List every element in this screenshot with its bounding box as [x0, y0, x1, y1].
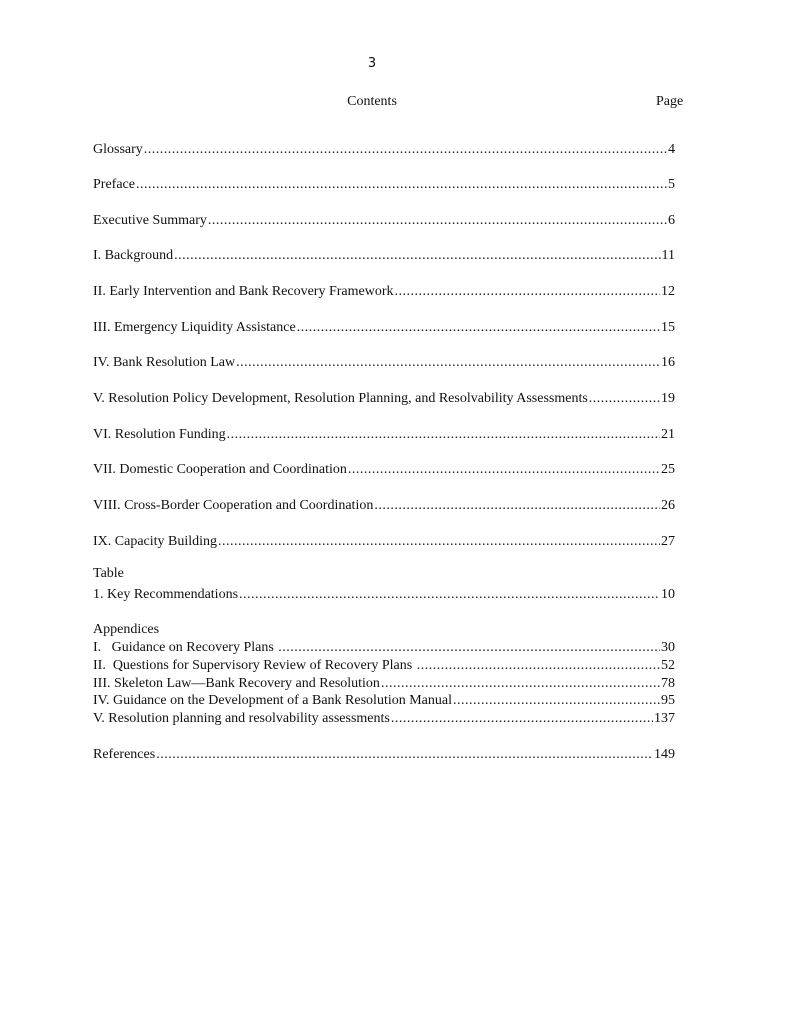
toc-entry-label: IX. Capacity Building	[93, 534, 218, 549]
page-column-heading: Page	[656, 94, 684, 109]
dot-leader	[144, 141, 667, 158]
toc-entry-label: VI. Resolution Funding	[93, 427, 226, 442]
toc-entry-resolution-policy[interactable]	[93, 390, 675, 407]
dot-leader	[589, 390, 660, 407]
dot-leader	[395, 283, 660, 300]
dot-leader	[227, 426, 660, 443]
dot-leader	[218, 533, 660, 550]
toc-entry-page: 78	[661, 676, 675, 691]
toc-entry-label: Preface	[93, 177, 135, 192]
toc-entry-cross-border-cooperation[interactable]	[93, 497, 675, 514]
toc-entry-label: IV. Guidance on the Development of a Bank Resolution Manual	[93, 693, 452, 708]
dot-leader	[391, 710, 653, 727]
toc-entry-appendix-supervisory-review[interactable]	[93, 657, 675, 674]
toc-entry-label: II. Early Intervention and Bank Recovery Framework	[93, 284, 394, 299]
toc-entry-page: 21	[661, 427, 675, 442]
dot-leader	[278, 639, 660, 656]
dot-leader	[297, 319, 660, 336]
dot-leader	[136, 176, 667, 193]
page-number: 3	[367, 56, 377, 71]
dot-leader	[239, 586, 660, 603]
appendices-section-heading: Appendices	[93, 622, 160, 637]
toc-entry-page: 19	[661, 391, 675, 406]
toc-entry-background[interactable]	[93, 247, 675, 264]
dot-leader	[417, 657, 660, 674]
toc-entry-label: I. Background	[93, 248, 174, 263]
dot-leader	[453, 692, 660, 709]
toc-entry-label: III. Skeleton Law—Bank Recovery and Resolution	[93, 676, 380, 691]
dot-leader	[381, 675, 660, 692]
toc-entry-domestic-cooperation[interactable]	[93, 461, 675, 478]
toc-entry-executive-summary[interactable]	[93, 212, 675, 229]
toc-entry-label: V. Resolution Policy Development, Resolution Planning, and Resolvability Assessments	[93, 391, 588, 406]
toc-entry-page: 10	[661, 587, 675, 602]
toc-entry-label: VII. Domestic Cooperation and Coordination	[93, 462, 347, 477]
toc-entry-emergency-liquidity[interactable]	[93, 319, 675, 336]
toc-entry-appendix-skeleton-law[interactable]	[93, 675, 675, 692]
toc-entry-appendix-recovery-plans[interactable]	[93, 639, 675, 656]
toc-entry-page: 149	[654, 747, 675, 762]
toc-entry-page: 95	[661, 693, 675, 708]
toc-entry-page: 25	[661, 462, 675, 477]
toc-entry-page: 27	[661, 534, 675, 549]
dot-leader	[208, 212, 667, 229]
toc-entry-bank-resolution-law[interactable]	[93, 354, 675, 371]
toc-entry-label: VIII. Cross-Border Cooperation and Coordination	[93, 498, 374, 513]
toc-entry-label: III. Emergency Liquidity Assistance	[93, 320, 296, 335]
toc-entry-page: 30	[661, 640, 675, 655]
toc-entry-page: 137	[654, 711, 675, 726]
toc-entry-label: 1. Key Recommendations	[93, 587, 239, 602]
toc-entry-page: 15	[661, 320, 675, 335]
toc-entry-glossary[interactable]	[93, 141, 675, 158]
toc-entry-references[interactable]	[93, 746, 675, 763]
toc-entry-page: 52	[661, 658, 675, 673]
toc-entry-page: 6	[668, 213, 675, 228]
toc-entry-label: Glossary	[93, 142, 143, 157]
toc-entry-key-recommendations[interactable]	[93, 586, 675, 603]
toc-entry-appendix-resolvability[interactable]	[93, 710, 675, 727]
table-section-heading: Table	[93, 566, 124, 581]
toc-entry-label: II. Questions for Supervisory Review of Recovery Plans	[93, 658, 416, 673]
toc-entry-page: 12	[661, 284, 675, 299]
toc-entry-page: 26	[661, 498, 675, 513]
toc-entry-page: 11	[661, 248, 675, 263]
contents-heading: Contents	[347, 94, 397, 109]
toc-entry-capacity-building[interactable]	[93, 533, 675, 550]
dot-leader	[174, 247, 660, 264]
toc-entry-label: V. Resolution planning and resolvability assessments	[93, 711, 390, 726]
toc-entry-page: 5	[668, 177, 675, 192]
toc-entry-page: 16	[661, 355, 675, 370]
toc-entry-page: 4	[668, 142, 675, 157]
toc-entry-label: IV. Bank Resolution Law	[93, 355, 236, 370]
dot-leader	[156, 746, 653, 763]
toc-entry-early-intervention[interactable]	[93, 283, 675, 300]
toc-entry-resolution-funding[interactable]	[93, 426, 675, 443]
dot-leader	[348, 461, 660, 478]
toc-entry-label: References	[93, 747, 156, 762]
toc-entry-label: I. Guidance on Recovery Plans	[93, 640, 278, 655]
toc-entry-appendix-resolution-manual[interactable]	[93, 692, 675, 709]
toc-entry-label: Executive Summary	[93, 213, 207, 228]
toc-entry-preface[interactable]	[93, 176, 675, 193]
dot-leader	[374, 497, 660, 514]
dot-leader	[236, 354, 660, 371]
